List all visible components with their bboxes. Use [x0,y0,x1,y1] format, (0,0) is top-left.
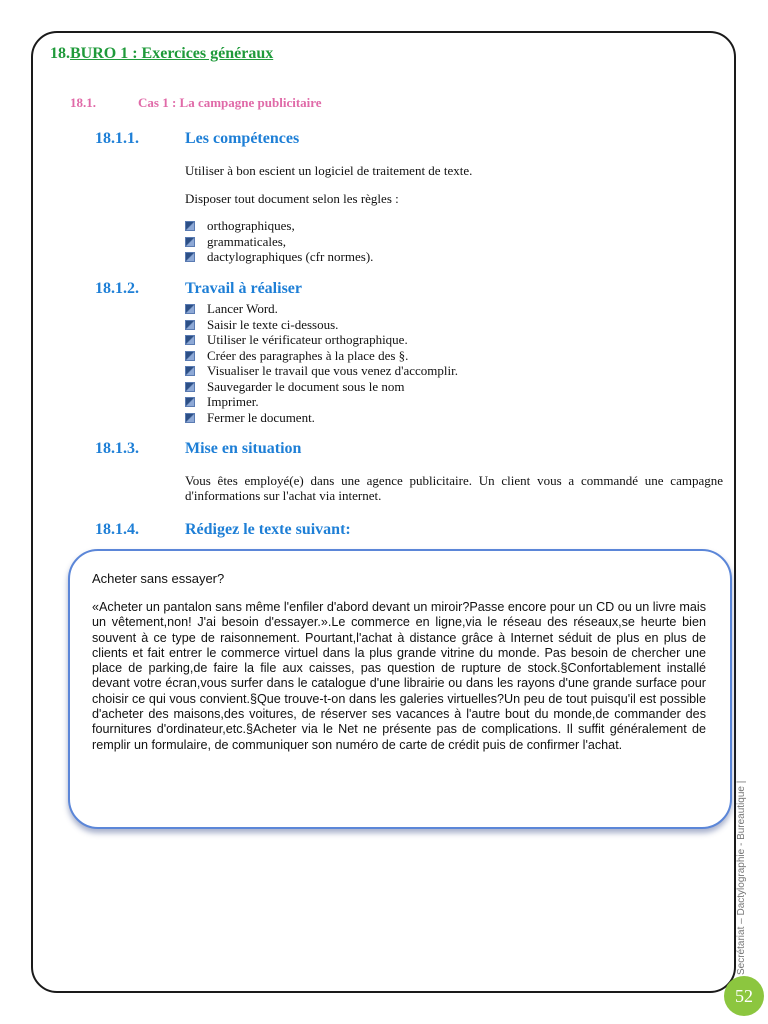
footer-side-text: Secrétariat – Dactylographie - Bureautique | [736,780,747,975]
competences-list [185,218,373,265]
section-heading [70,95,322,111]
square-bullet-icon [185,304,195,314]
list-item: Imprimer. [185,394,458,410]
section-title: Cas 1 : La campagne publicitaire [138,95,322,110]
competences-heading [95,130,299,148]
list-item: Utiliser le vérificateur orthographique. [185,332,458,348]
list-item: Lancer Word. [185,301,458,317]
situation-title: Mise en situation [185,440,302,457]
situation-heading [95,440,301,458]
page-number: 52 [724,976,764,1016]
list-item: Fermer le document. [185,410,458,426]
square-bullet-icon [185,237,195,247]
chapter-title [50,45,273,63]
square-bullet-icon [185,335,195,345]
redigez-number: 18.1.4. [95,521,139,538]
square-bullet-icon [185,351,195,361]
competences-paragraph-1: Utiliser à bon escient un logiciel de traitement de texte. [185,163,473,178]
situation-paragraph: Vous êtes employé(e) dans une agence publicitaire. Un client vous a commandé une campagne d'informations sur l'achat via internet. [185,473,723,503]
list-item: grammaticales, [185,234,373,250]
list-item: Créer des paragraphes à la place des §. [185,348,458,364]
list-item: Sauvegarder le document sous le nom [185,379,458,395]
redigez-heading [95,521,351,539]
redigez-title: Rédigez le texte suivant: [185,521,351,538]
situation-number: 18.1.3. [95,440,139,457]
travail-list [185,301,458,425]
square-bullet-icon [185,320,195,330]
square-bullet-icon [185,366,195,376]
list-item: Saisir le texte ci-dessous. [185,317,458,333]
square-bullet-icon [185,382,195,392]
list-item: Visualiser le travail que vous venez d'accomplir. [185,363,458,379]
list-item: orthographiques, [185,218,373,234]
travail-heading [95,280,302,298]
competences-number: 18.1.1. [95,130,139,147]
square-bullet-icon [185,221,195,231]
competences-title: Les compétences [185,130,300,147]
text-box-body: «Acheter un pantalon sans même l'enfiler d'abord devant un miroir?Passe encore pour un CD ou un livre mais un vêtement,non! J'ai besoin d'essayer.».Le commerce en ligne,via le réseau des réseaux,se heurte bien souvent à ce type de raisonnement. Pourtant,l'achat à distance grâce à Internet séduit de plus en plus de clients et fait entrer le commerce virtuel dans la plus grande vitrine du monde. Pas besoin de chercher une place de parking,de faire la file aux caisses, pas question de rupture de stock.§Confortablement installé devant votre écran,vous surfer dans le catalogue d'une librairie ou dans les rayons d'une grande surface pour choisir ce qui vous convient.§Que trouve-t-on dans les galeries virtuelles?Un peu de tout puisqu'il est possible d'acheter des maisons,des voitures, de réserver ses vacances à l'autre bout du monde,de commander des fournitures d'ordinateur,etc.§Acheter via le Net ne présente pas de complications. Il suffit généralement de remplir un formulaire, de communiquer son numéro de carte de crédit puis de confirmer l'achat. [92,600,706,752]
square-bullet-icon [185,413,195,423]
square-bullet-icon [185,252,195,262]
travail-title: Travail à réaliser [185,280,302,297]
chapter-title-text: BURO 1 : Exercices généraux [70,45,274,62]
text-box-title: Acheter sans essayer? [92,571,225,586]
list-item: dactylographiques (cfr normes). [185,249,373,265]
travail-number: 18.1.2. [95,280,139,297]
square-bullet-icon [185,397,195,407]
competences-paragraph-2: Disposer tout document selon les règles : [185,191,399,206]
section-number: 18.1. [70,95,96,110]
chapter-number: 18. [50,45,70,62]
